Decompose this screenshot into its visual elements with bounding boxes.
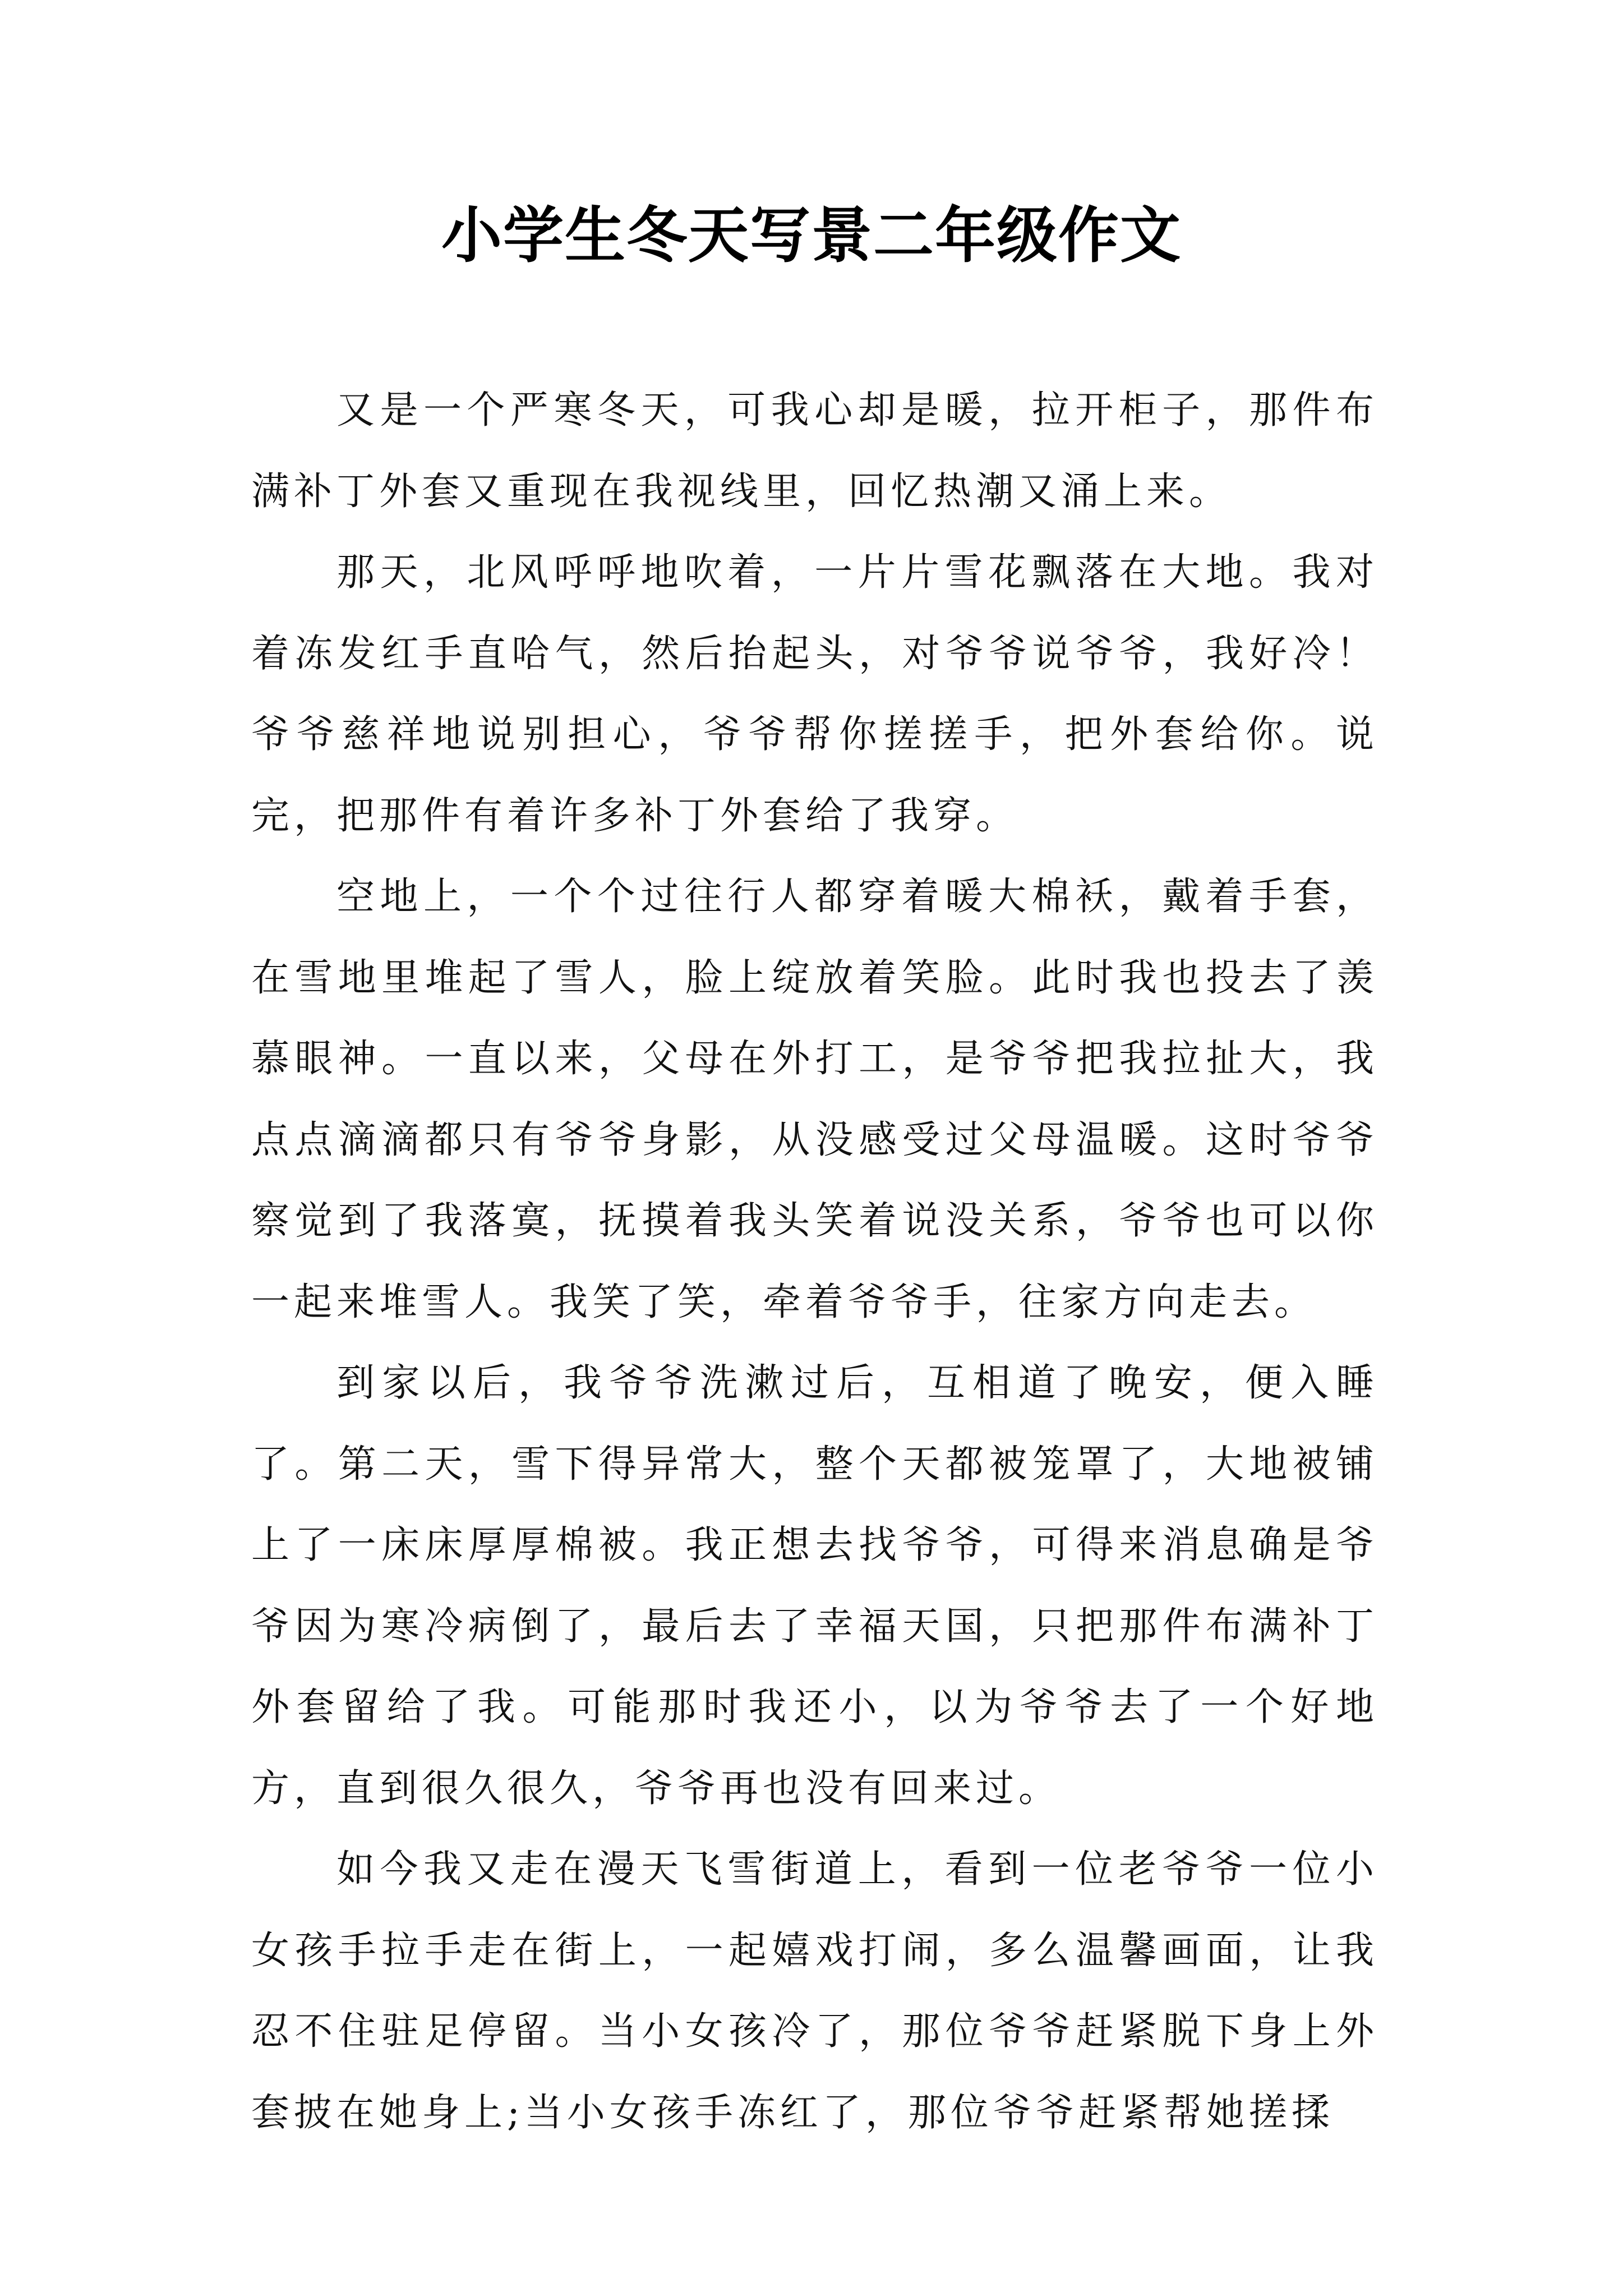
paragraph-5: 如今我又走在漫天飞雪街道上，看到一位老爷爷一位小女孩手拉手走在街上，一起嬉戏打闹，多么温馨画面，让我忍不住驻足停留。当小女孩冷了，那位爷爷赶紧脱下身上外套披在她身上;当小女孩手冻红了，那位爷爷赶紧帮她搓揉	[251, 1847, 1378, 2135]
document-body	[251, 370, 1378, 2154]
paragraph-2: 那天，北风呼呼地吹着，一片片雪花飘落在大地。我对着冻发红手直哈气，然后抬起头，对爷爷说爷爷，我好冷！爷爷慈祥地说别担心，爷爷帮你搓搓手，把外套给你。说完，把那件有着许多补丁外套给了我穿。	[251, 550, 1378, 838]
paragraph-3: 空地上，一个个过往行人都穿着暖大棉袄，戴着手套，在雪地里堆起了雪人，脸上绽放着笑脸。此时我也投去了羡慕眼神。一直以来，父母在外打工，是爷爷把我拉扯大，我点点滴滴都只有爷爷身影，从没感受过父母温暖。这时爷爷察觉到了我落寞，抚摸着我头笑着说没关系，爷爷也可以你一起来堆雪人。我笑了笑，牵着爷爷手，往家方向走去。	[251, 875, 1378, 1324]
document-title: 小学生冬天写景二年级作文	[441, 200, 1182, 271]
paragraph-1: 又是一个严寒冬天，可我心却是暖，拉开柜子，那件布满补丁外套又重现在我视线里，回忆热潮又涌上来。	[251, 388, 1378, 514]
paragraph-4: 到家以后，我爷爷洗漱过后，互相道了晚安，便入睡了。第二天，雪下得异常大，整个天都被笼罩了，大地被铺上了一床床厚厚棉被。我正想去找爷爷，可得来消息确是爷爷因为寒冷病倒了，最后去了幸福天国，只把那件布满补丁外套留给了我。可能那时我还小，以为爷爷去了一个好地方，直到很久很久，爷爷再也没有回来过。	[251, 1361, 1378, 1811]
